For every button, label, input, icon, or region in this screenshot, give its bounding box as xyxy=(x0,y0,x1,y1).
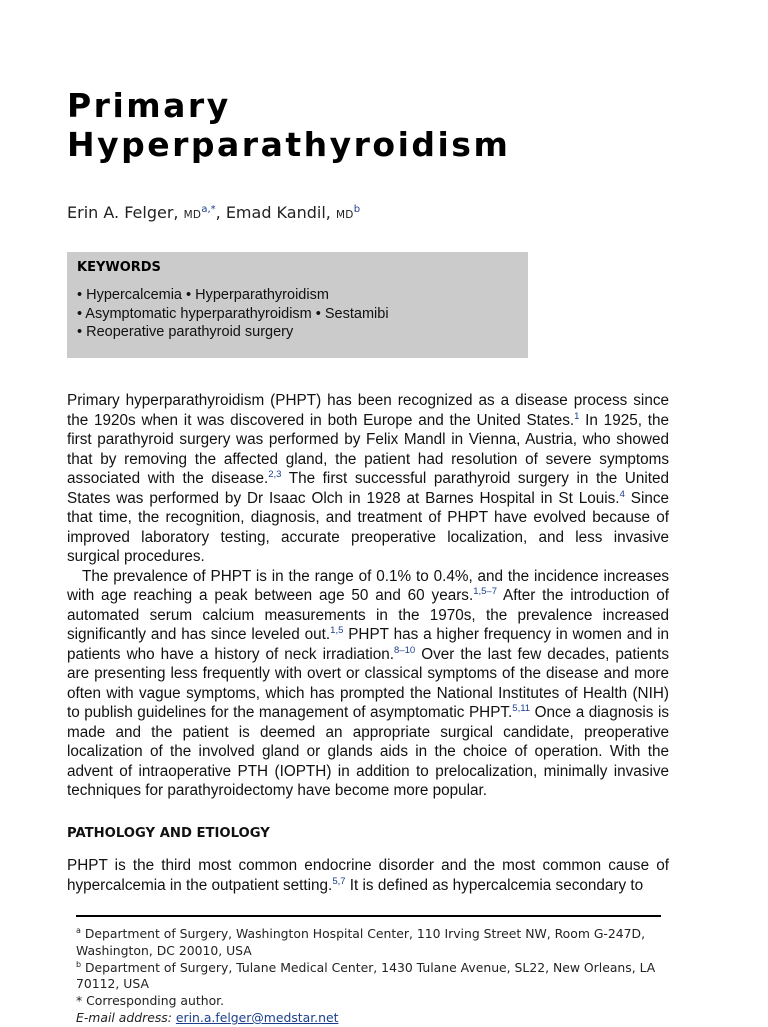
footnote-text: Department of Surgery, Washington Hospital Center, 110 Irving Street NW, Room G-247D, Washington, DC 20010, USA xyxy=(76,926,646,958)
citation-link[interactable]: 2,3 xyxy=(268,469,282,480)
citation-link[interactable]: 4 xyxy=(619,488,625,500)
author-2-name: , Emad Kandil, xyxy=(215,203,331,222)
author-line xyxy=(67,201,360,227)
citation-link[interactable]: 5,7 xyxy=(332,875,346,887)
text-run: It is defined as hypercalcemia secondary to xyxy=(345,876,644,894)
footnote-divider xyxy=(76,915,661,917)
keywords-line: • Hypercalcemia • Hyperparathyroidism xyxy=(77,287,329,303)
citation-link[interactable]: 1 xyxy=(574,410,580,422)
text-run: The first successful parathyroid surgery in the United States was performed by Dr Isaac Olch in 1928 at Barnes Hospital in St Louis. xyxy=(67,470,669,507)
citation-link[interactable]: 1,5 xyxy=(330,625,344,636)
text-run: Since that time, the recognition, diagnosis, and treatment of PHPT have evolved because of improved laboratory testing, accurate preoperative localization, and less invasive surgical procedures. xyxy=(67,489,670,565)
email-label: E-mail address: xyxy=(76,1009,172,1025)
author-2-affiliation-link[interactable]: b xyxy=(353,204,361,215)
title-line-1: Primary xyxy=(67,86,231,125)
keywords-box xyxy=(67,252,528,358)
footnote-corresponding: * Corresponding author. xyxy=(76,993,225,1009)
text-run: In 1925, the first parathyroid surgery was performed by Felix Mandl in Vienna, Austria, who showed that by removing the affected gland, the patient had resolution of severe symptoms associated with the disease. xyxy=(67,411,669,487)
author-1-name: Erin A. Felger, xyxy=(67,203,179,222)
text-run: Once a diagnosis is made and the patient is deemed an appropriate surgical candidate, preoperative localization of the involved gland or glands aids in the choice of operation. With the advent of intraoperative PTH (IOPTH) in addition to prelocalization, minimally invasive techniques for parathyroidectomy have become more popular. xyxy=(67,704,669,799)
footnote-email xyxy=(76,1010,666,1027)
paragraph-prevalence xyxy=(67,567,669,801)
citation-link[interactable]: 8–10 xyxy=(394,644,416,656)
text-run: Over the last few decades, patients are presenting less frequently with overt or classical symptoms of the disease and more often with vague symptoms, which has prompted the National Institutes of Health (NIH) to publish guidelines for the management of asymptomatic PHPT. xyxy=(67,645,669,721)
footnotes xyxy=(76,926,666,1027)
keywords-heading: KEYWORDS xyxy=(77,260,161,275)
footnote-text: Department of Surgery, Tulane Medical Center, 1430 Tulane Avenue, SL22, New Orleans, LA 70112, USA xyxy=(76,959,656,992)
paragraph-pathology xyxy=(67,856,669,895)
footnote-affiliation-b xyxy=(76,960,666,994)
title-line-2: Hyperparathyroidism xyxy=(67,125,511,164)
footnote-affiliation-a xyxy=(76,926,666,960)
keywords-line: • Reoperative parathyroid surgery xyxy=(77,324,294,340)
footnote-mark: b xyxy=(76,959,82,969)
text-run: PHPT is the third most common endocrine disorder and the most common cause of hypercalcemia in the outpatient setting. xyxy=(67,857,669,894)
text-run: The prevalence of PHPT is in the range of 0.1% to 0.4%, and the incidence increases with age reaching a peak between age 50 and 60 years. xyxy=(67,567,669,604)
paragraph-history xyxy=(67,391,669,567)
introduction-text xyxy=(67,391,669,801)
keywords-line: • Asymptomatic hyperparathyroidism • Sestamibi xyxy=(77,305,389,322)
citation-link[interactable]: 1,5–7 xyxy=(473,586,497,597)
author-1-affiliation-link[interactable]: a,* xyxy=(201,204,216,215)
text-run: Primary hyperparathyroidism (PHPT) has been recognized as a disease process since the 1920s when it was discovered in both Europe and the United States. xyxy=(67,392,669,429)
author-2-degree: MD xyxy=(335,209,354,221)
text-run: After the introduction of automated serum calcium measurements in the 1970s, the prevalence increased significantly and has since leveled out. xyxy=(67,587,669,643)
article-title xyxy=(67,86,707,164)
section-heading-pathology: PATHOLOGY AND ETIOLOGY xyxy=(67,826,270,841)
citation-link[interactable]: 5,11 xyxy=(512,703,531,714)
author-1-degree: MD xyxy=(183,209,202,221)
email-link[interactable]: erin.a.felger@medstar.net xyxy=(175,1009,339,1025)
pathology-text xyxy=(67,856,669,895)
text-run: PHPT has a higher frequency in women and in patients who have a history of neck irradiation. xyxy=(67,626,669,663)
footnote-mark: a xyxy=(76,926,81,935)
